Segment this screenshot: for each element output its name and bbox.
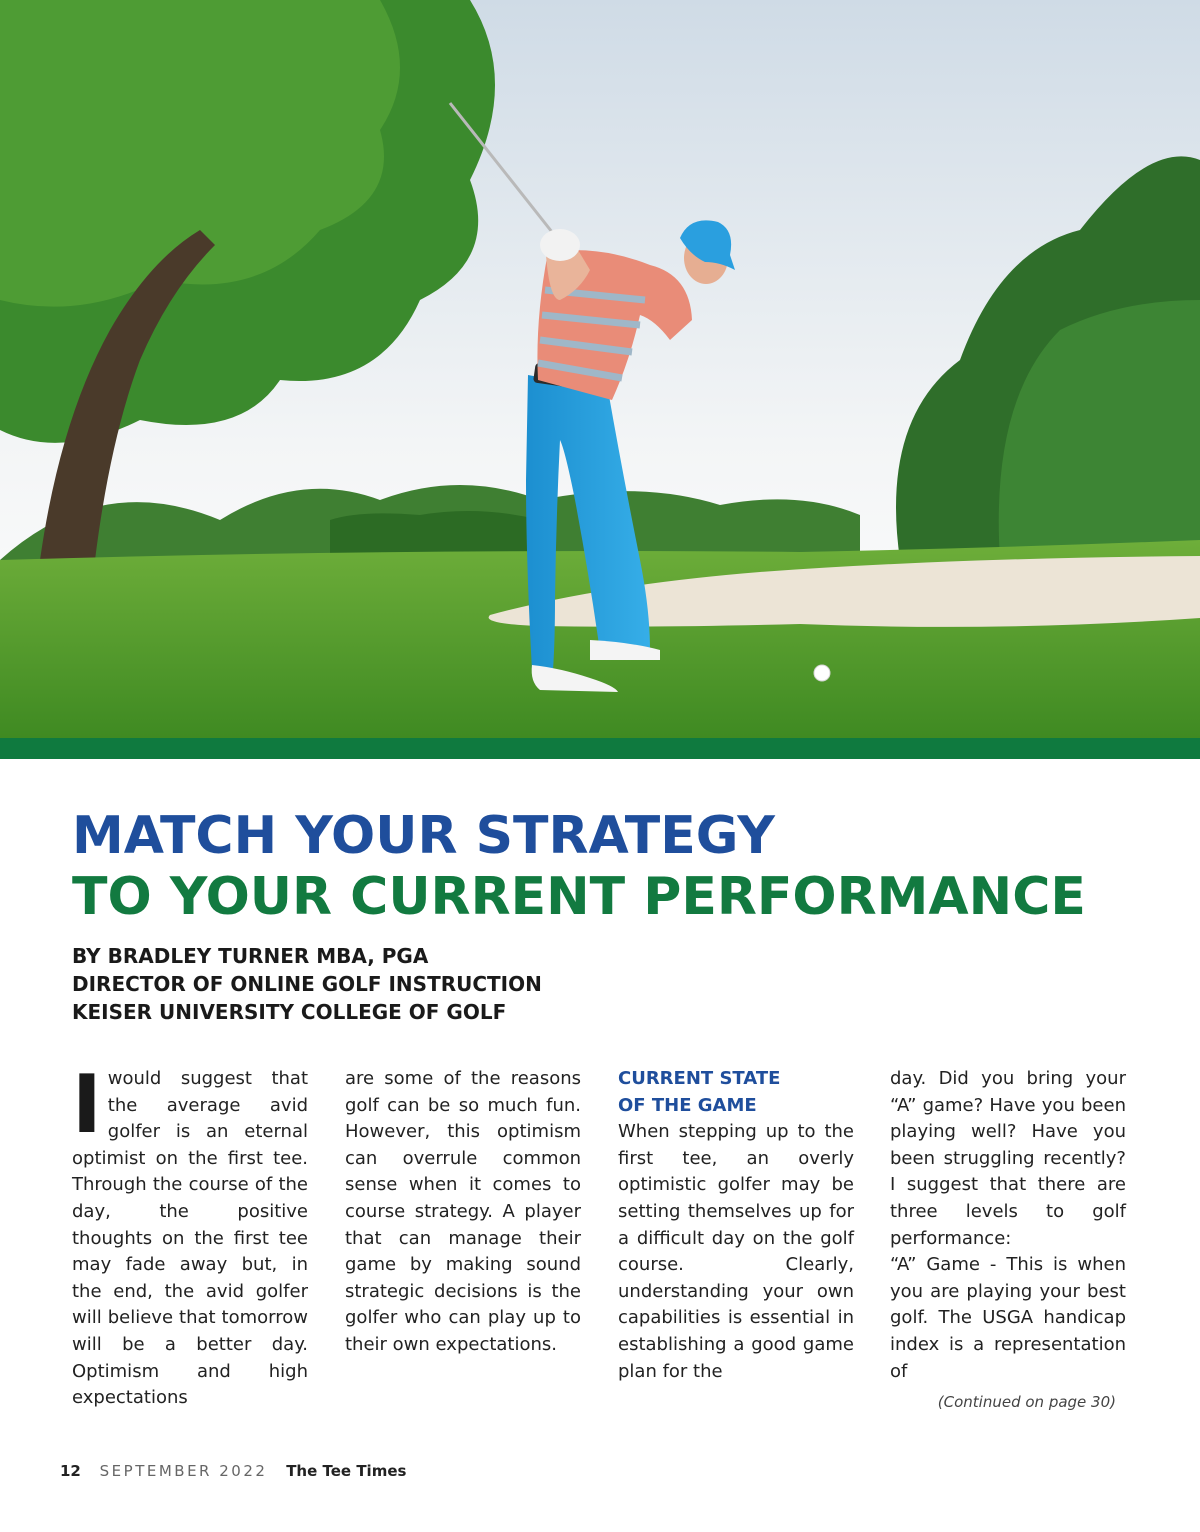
issue-date: SEPTEMBER 2022 (99, 1462, 268, 1480)
hero-photo (0, 0, 1200, 738)
page-number: 12 (60, 1462, 81, 1480)
column-2-text: are some of the reasons golf can be so much fun. However, this optimism can overrule common sense when it comes to course strategy. A player that can manage their game by making sound strategic decisions is the golfer who can play up to their own expectations. (345, 1068, 581, 1355)
body-column-3 (618, 1066, 854, 1382)
body-column-4 (890, 1066, 1126, 1382)
byline-author: BY BRADLEY TURNER MBA, PGA (72, 944, 429, 968)
golfer-photo-illustration (0, 0, 1200, 738)
drop-cap: I (72, 1058, 102, 1151)
byline-affiliation: KEISER UNIVERSITY COLLEGE OF GOLF (72, 1000, 507, 1024)
subhead-line-1: CURRENT STATE (618, 1068, 781, 1089)
column-4-paragraph-2: “A” Game - This is when you are playing your best golf. The USGA handicap index is a representation of (890, 1254, 1126, 1382)
publication-name: The Tee Times (286, 1462, 407, 1480)
body-column-1 (72, 1058, 308, 1409)
article-headline (72, 806, 1152, 928)
column-1-text: would suggest that the average avid golfer is an eternal optimist on the first tee. Through the course of the day, the positive thoughts on the first tee may fade away but, in the end, the avid golfer will believe that tomorrow will be a better day. Optimism and high expectations (72, 1068, 308, 1409)
headline-line-1: MATCH YOUR STRATEGY (72, 806, 775, 866)
section-subhead (618, 1066, 854, 1119)
continued-note: (Continued on page 30) (937, 1393, 1116, 1411)
author-byline (72, 942, 772, 1026)
column-4-paragraph-1: day. Did you bring your “A” game? Have you been playing well? Have you been struggling recently? I suggest that there are three levels to golf performance: (890, 1068, 1126, 1249)
column-3-text: When stepping up to the first tee, an overly optimistic golfer may be setting themselves up for a difficult day on the golf course. Clearly, understanding your own capabilities is essential in establishing a good game plan for the (618, 1121, 854, 1382)
subhead-line-2: OF THE GAME (618, 1094, 757, 1116)
headline-line-2: TO YOUR CURRENT PERFORMANCE (72, 867, 1086, 927)
green-divider-bar (0, 738, 1200, 759)
body-column-2 (345, 1066, 581, 1366)
byline-title: DIRECTOR OF ONLINE GOLF INSTRUCTION (72, 972, 542, 996)
page-footer (60, 1462, 406, 1480)
